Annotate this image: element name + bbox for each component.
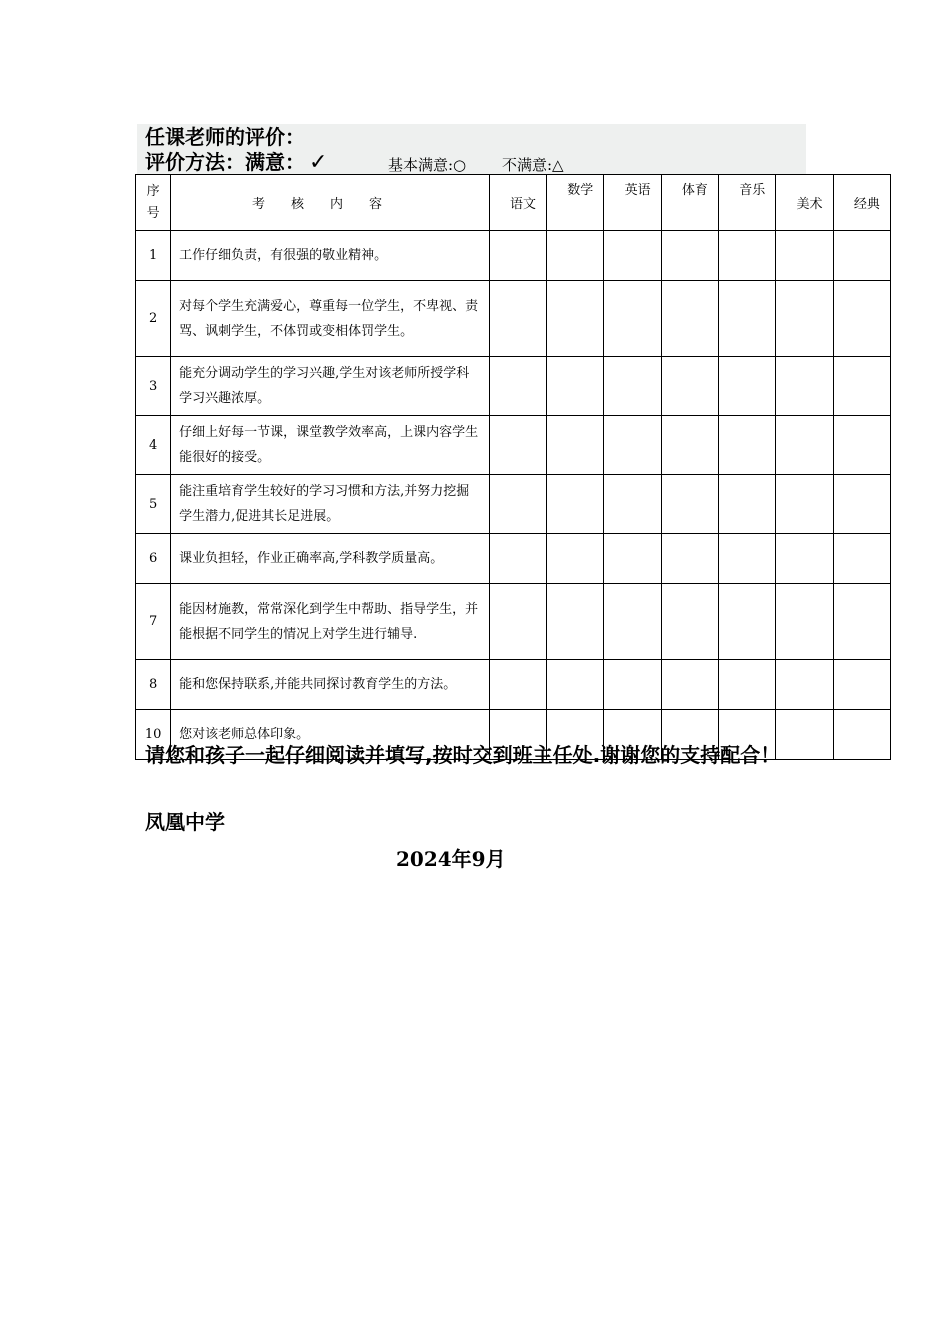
rating-cell[interactable]: [547, 231, 604, 281]
rating-cell[interactable]: [604, 475, 661, 534]
rating-cell[interactable]: [604, 281, 661, 357]
rating-cell[interactable]: [776, 281, 833, 357]
page-title: 任课老师的评价：: [145, 125, 305, 149]
method-label: 评价方法：满意：: [145, 150, 305, 174]
column-header-no-text: 序号: [146, 183, 160, 221]
rating-cell[interactable]: [833, 475, 890, 534]
row-number: 4: [136, 416, 171, 475]
rating-cell[interactable]: [833, 357, 890, 416]
rating-cell[interactable]: [719, 584, 776, 660]
row-content: 对每个学生充满爱心，尊重每一位学生，不卑视、责骂、讽刺学生，不体罚或变相体罚学生。: [171, 281, 490, 357]
rating-cell[interactable]: [661, 534, 718, 584]
rating-cell[interactable]: [833, 660, 890, 710]
row-number: 5: [136, 475, 171, 534]
row-content: 能和您保持联系,并能共同探讨教育学生的方法。: [171, 660, 490, 710]
column-header-subject: 数学: [547, 175, 604, 231]
rating-cell[interactable]: [604, 534, 661, 584]
rating-cell[interactable]: [604, 660, 661, 710]
rating-cell[interactable]: [719, 357, 776, 416]
rating-cell[interactable]: [776, 416, 833, 475]
rating-cell[interactable]: [489, 357, 546, 416]
rating-cell[interactable]: [604, 231, 661, 281]
rating-cell[interactable]: [547, 660, 604, 710]
rating-cell[interactable]: [547, 357, 604, 416]
rating-cell[interactable]: [604, 584, 661, 660]
rating-cell[interactable]: [776, 357, 833, 416]
table-row: [136, 357, 891, 416]
rating-cell[interactable]: [489, 416, 546, 475]
rating-cell[interactable]: [776, 534, 833, 584]
table-row: [136, 534, 891, 584]
rating-cell[interactable]: [547, 416, 604, 475]
rating-cell[interactable]: [661, 660, 718, 710]
table-row: [136, 660, 891, 710]
rating-cell[interactable]: [719, 475, 776, 534]
column-header-no: [136, 175, 171, 231]
row-content: 您对该老师总体印象。: [171, 710, 490, 760]
column-header-content: 考核内容: [171, 175, 490, 231]
evaluation-table: [135, 174, 891, 760]
table-row: [136, 584, 891, 660]
table-row: [136, 475, 891, 534]
column-header-subject: 语文: [489, 175, 546, 231]
school-name: 凤凰中学: [145, 810, 225, 834]
row-number: 10: [136, 710, 171, 760]
row-number: 8: [136, 660, 171, 710]
rating-cell[interactable]: [719, 281, 776, 357]
rating-cell[interactable]: [547, 281, 604, 357]
rating-cell[interactable]: [604, 416, 661, 475]
rating-cell[interactable]: [489, 660, 546, 710]
check-icon: ✓: [309, 150, 328, 175]
rating-cell[interactable]: [661, 281, 718, 357]
rating-cell[interactable]: [489, 281, 546, 357]
evaluation-method: [145, 149, 327, 176]
table-row: [136, 231, 891, 281]
rating-cell[interactable]: [833, 281, 890, 357]
rating-cell[interactable]: [776, 660, 833, 710]
rating-cell[interactable]: [776, 584, 833, 660]
rating-cell[interactable]: [489, 584, 546, 660]
footer-note: 请您和孩子一起仔细阅读并填写,按时交到班主任处.谢谢您的支持配合！: [145, 743, 781, 767]
row-content: 仔细上好每一节课，课堂教学效率高，上课内容学生能很好的接受。: [171, 416, 490, 475]
column-header-subject: 美术: [776, 175, 833, 231]
legend-not-satisfied: 不满意:△: [502, 156, 564, 174]
row-content: 能注重培育学生较好的学习习惯和方法,并努力挖掘学生潜力,促进其长足进展。: [171, 475, 490, 534]
rating-cell[interactable]: [719, 660, 776, 710]
rating-cell[interactable]: [833, 710, 890, 760]
row-number: 7: [136, 584, 171, 660]
column-header-subject: 体育: [661, 175, 718, 231]
row-content: 能因材施教，常常深化到学生中帮助、指导学生，并能根据不同学生的情况上对学生进行辅导.: [171, 584, 490, 660]
column-header-subject: 英语: [604, 175, 661, 231]
rating-cell[interactable]: [489, 231, 546, 281]
table-row: [136, 281, 891, 357]
document-date: 2024年9月: [396, 847, 506, 871]
rating-cell[interactable]: [547, 584, 604, 660]
rating-cell[interactable]: [719, 534, 776, 584]
rating-cell[interactable]: [661, 231, 718, 281]
column-header-subject: 经典: [833, 175, 890, 231]
row-content: 课业负担轻，作业正确率高,学科教学质量高。: [171, 534, 490, 584]
row-number: 3: [136, 357, 171, 416]
column-header-subject: 音乐: [719, 175, 776, 231]
row-content: 工作仔细负责，有很强的敬业精神。: [171, 231, 490, 281]
row-content: 能充分调动学生的学习兴趣,学生对该老师所授学科学习兴趣浓厚。: [171, 357, 490, 416]
row-number: 2: [136, 281, 171, 357]
rating-cell[interactable]: [604, 357, 661, 416]
rating-cell[interactable]: [833, 534, 890, 584]
rating-cell[interactable]: [661, 475, 718, 534]
rating-cell[interactable]: [489, 534, 546, 584]
rating-cell[interactable]: [719, 231, 776, 281]
rating-cell[interactable]: [661, 416, 718, 475]
rating-cell[interactable]: [776, 475, 833, 534]
rating-cell[interactable]: [833, 231, 890, 281]
rating-cell[interactable]: [833, 416, 890, 475]
rating-cell[interactable]: [547, 475, 604, 534]
rating-cell[interactable]: [719, 416, 776, 475]
rating-cell[interactable]: [833, 584, 890, 660]
rating-cell[interactable]: [776, 231, 833, 281]
rating-cell[interactable]: [547, 534, 604, 584]
table-header-row: [136, 175, 891, 231]
row-number: 1: [136, 231, 171, 281]
rating-cell[interactable]: [489, 475, 546, 534]
row-number: 6: [136, 534, 171, 584]
rating-cell[interactable]: [661, 357, 718, 416]
rating-cell[interactable]: [661, 584, 718, 660]
table-row: [136, 416, 891, 475]
legend-basic-satisfied: 基本满意:○: [388, 156, 467, 174]
